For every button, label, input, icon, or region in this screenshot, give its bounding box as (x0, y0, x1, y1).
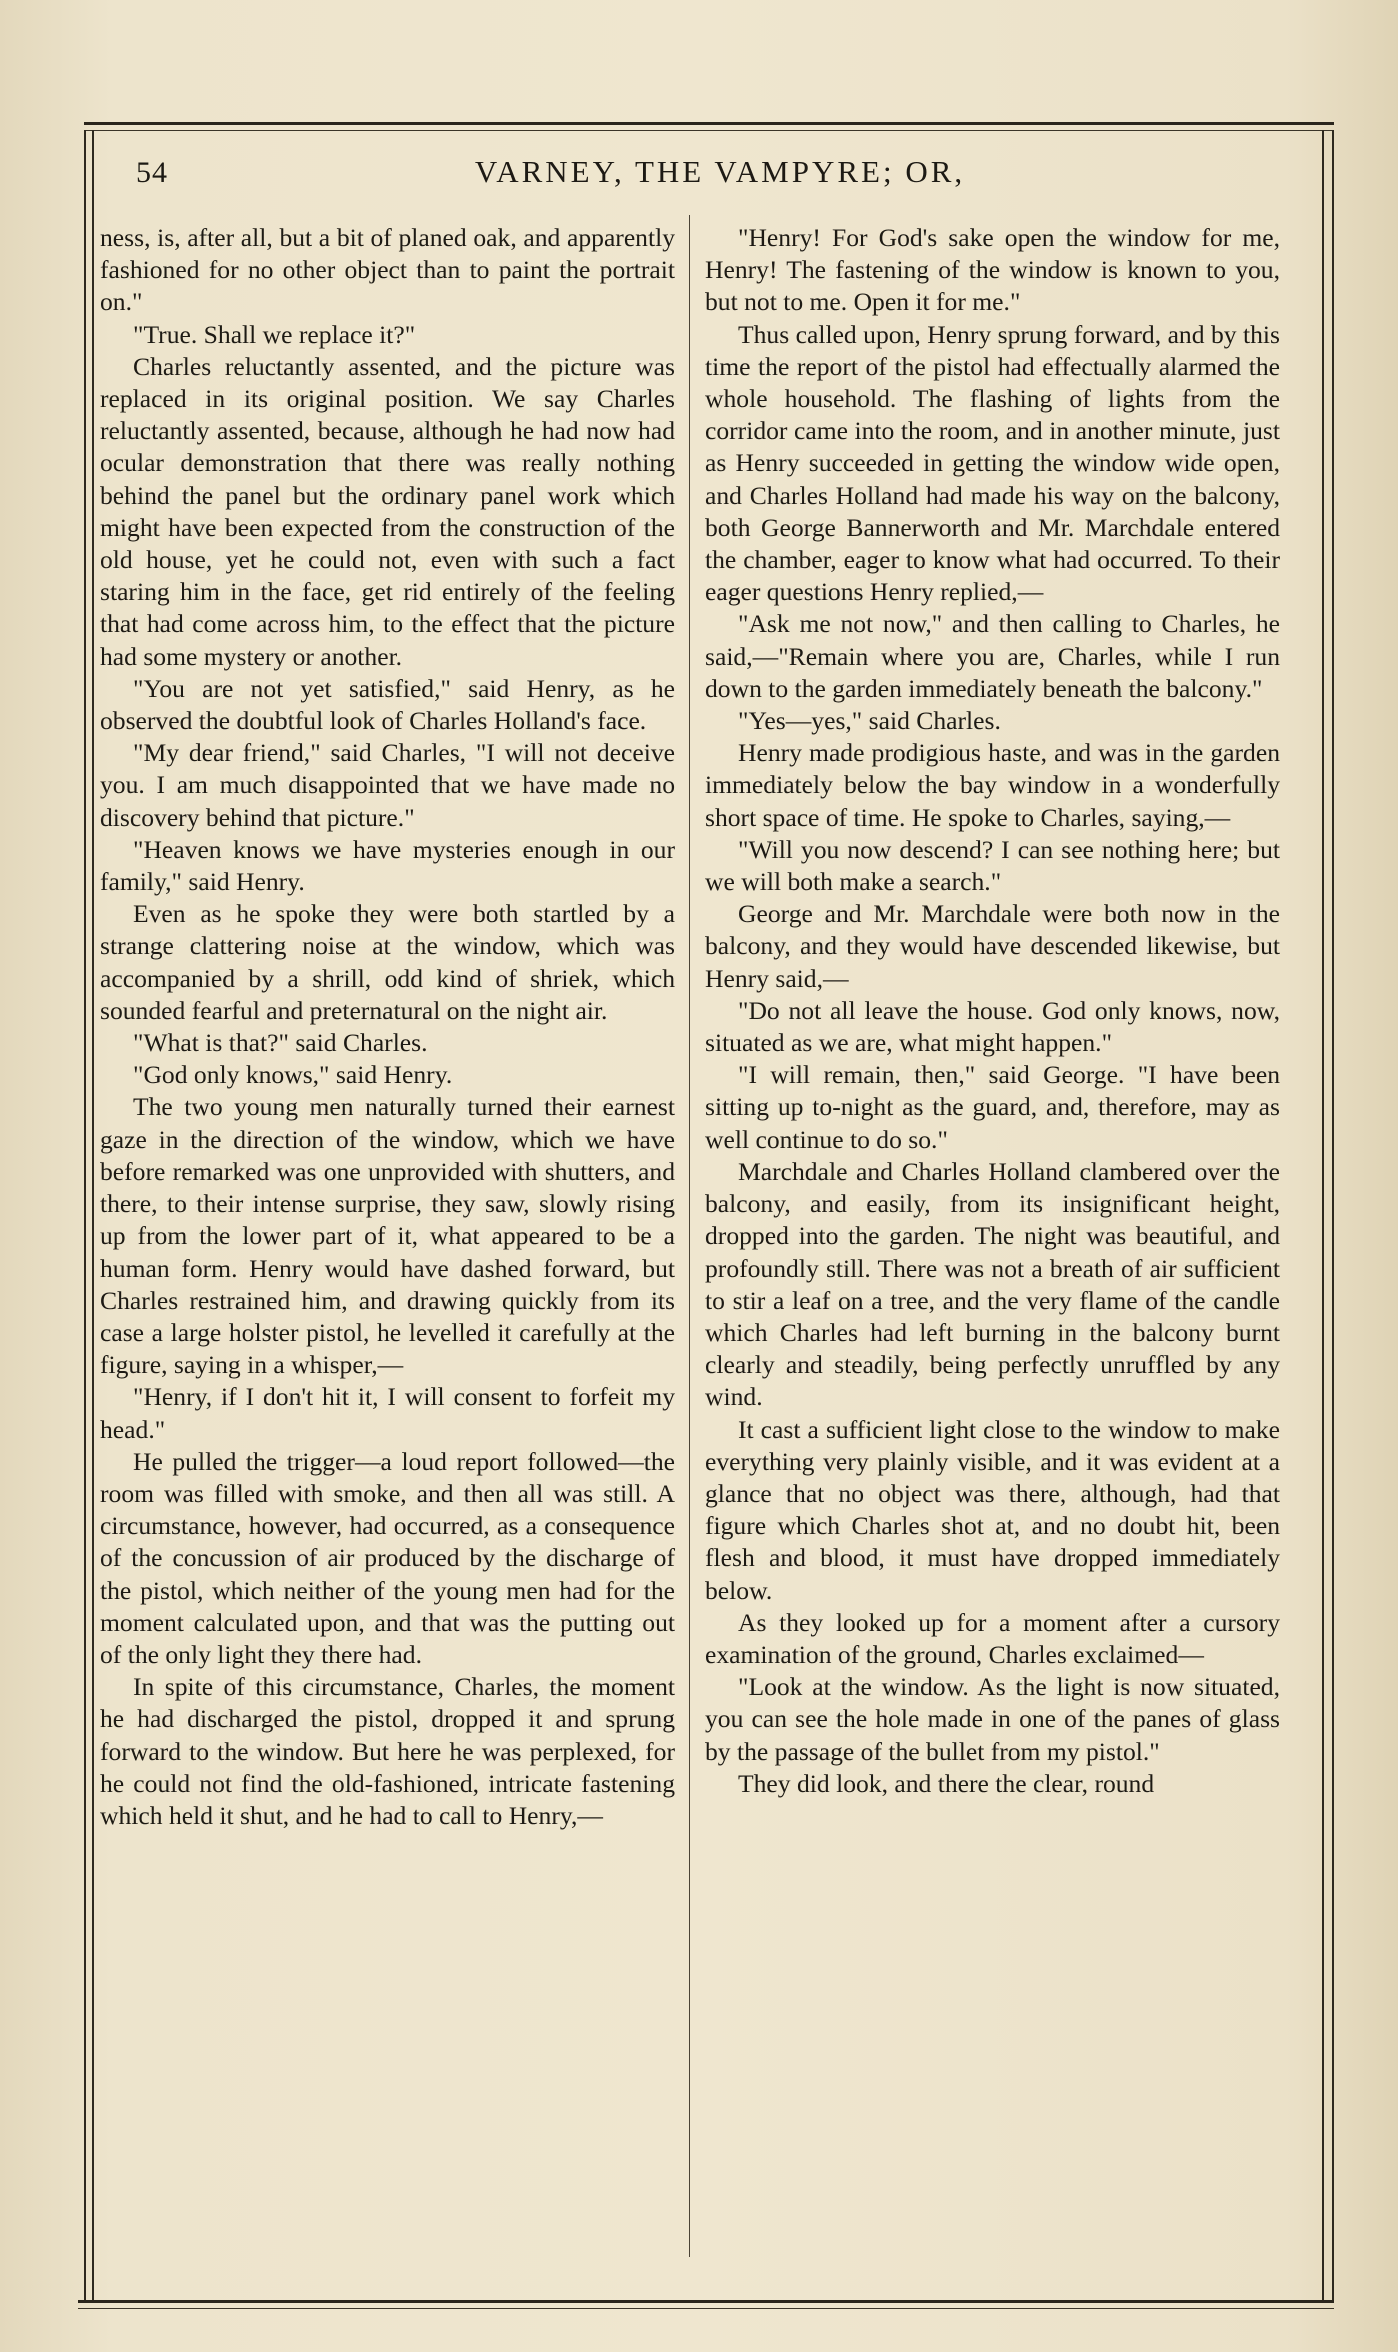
paragraph: The two young men naturally turned their earnest gaze in the direction of the window, which we have before remarked was one unprovided with shutters, and there, to their intense surprise, they saw, slowly rising up from the lower part of it, what appeared to be a human form. Henry would have dashed forward, but Charles restrained him, and drawing quickly from its case a large holster pistol, he levelled it carefully at the figure, saying in a whisper,— (100, 1092, 675, 1380)
paragraph: In spite of this circumstance, Charles, the moment he had discharged the pistol, dropped it and sprung forward to the window. But here he was perplexed, for he could not find the old-fashioned, intricate fastening which held it shut, and he had to call to Henry,— (100, 1672, 675, 1830)
paragraph: "Will you now descend? I can see nothing here; but we will both make a search." (705, 834, 1280, 897)
paragraph: As they looked up for a moment after a cursory examination of the ground, Charles exclaimed— (705, 1607, 1280, 1669)
bottom-rule (78, 2300, 1334, 2303)
left-border-rule (84, 130, 86, 2302)
paragraph: It cast a sufficient light close to the window to make everything very plainly visible, and it was evident at a glance that no object was there, although, had that figure which Charles shot at, and no doubt hit, been flesh and blood, it must have dropped immediately below. (705, 1414, 1280, 1605)
paragraph: "You are not yet satisfied," said Henry, as he observed the doubtful look of Charles Holland's face. (100, 673, 675, 736)
paragraph: Marchdale and Charles Holland clambered over the balcony, and easily, from its insignificant height, dropped into the garden. The night was beautiful, and profoundly still. There was not a breath of air sufficient to stir a leaf on a tree, and the very flame of the candle which Charles had left burning in the balcony burnt clearly and steadily, being perfectly unruffled by any wind. (705, 1156, 1280, 1412)
column-divider (689, 215, 690, 2257)
paragraph: "My dear friend," said Charles, "I will not deceive you. I am much disappointed that we have made no discovery behind that picture." (100, 738, 675, 832)
paragraph: Charles reluctantly assented, and the picture was replaced in its original position. We say Charles reluctantly assented, because, although he had now had ocular demonstration that there was really nothing behind the panel but the ordinary panel work which might have been expected from the construction of the old house, yet he could not, even with such a fact staring him in the face, get rid entirely of the feeling that had come across him, to the effect that the picture had some mystery or another. (100, 351, 675, 671)
top-rule-thin (84, 130, 1334, 131)
bottom-rule-thin (78, 2308, 1334, 2309)
paragraph: "Look at the window. As the light is now situated, you can see the hole made in one of the panes of glass by the passage of the bullet from my pistol." (705, 1672, 1280, 1766)
left-column (100, 222, 675, 1832)
right-border-rule-inner (1322, 130, 1324, 2302)
right-border-rule (1332, 130, 1334, 2302)
paragraph: "What is that?" said Charles. (133, 1028, 428, 1058)
paragraph: "Do not all leave the house. God only knows, now, situated as we are, what might happen." (705, 995, 1280, 1058)
paragraph: "Yes—yes," said Charles. (738, 706, 1001, 736)
paragraph: "Ask me not now," and then calling to Charles, he said,—"Remain where you are, Charles, while I run down to the garden immediately beneath the balcony." (705, 609, 1280, 703)
top-rule (84, 122, 1334, 125)
right-column (705, 222, 1280, 1800)
paragraph: "Heaven knows we have mysteries enough in our family," said Henry. (100, 834, 675, 897)
paragraph: "Henry! For God's sake open the window for me, Henry! The fastening of the window is known to you, but not to me. Open it for me." (705, 223, 1280, 317)
paragraph: They did look, and there the clear, round (738, 1768, 1155, 1798)
paragraph: He pulled the trigger—a loud report followed—the room was filled with smoke, and then all was still. A circumstance, however, had occurred, as a consequence of the concussion of air produced by the discharge of the pistol, which neither of the young men had for the moment calculated upon, and that was the putting out of the only light they there had. (100, 1446, 675, 1669)
running-title: VARNEY, THE VAMPYRE; OR, (474, 154, 966, 189)
paragraph: Even as he spoke they were both startled by a strange clattering noise at the window, which was accompanied by a shrill, odd kind of shriek, which sounded fearful and preternatural on the night air. (100, 899, 675, 1025)
paragraph: Thus called upon, Henry sprung forward, and by this time the report of the pistol had effectually alarmed the whole household. The flashing of lights from the corridor came into the room, and in another minute, just as Henry succeeded in getting the window wide open, and Charles Holland had made his way on the balcony, both George Bannerworth and Mr. Marchdale entered the chamber, eager to know what had occurred. To their eager questions Henry replied,— (705, 319, 1280, 607)
paragraph: "I will remain, then," said George. "I have been sitting up to-night as the guard, and, therefore, may as well continue to do so." (705, 1060, 1280, 1154)
page-number: 54 (136, 156, 168, 189)
page-header (130, 150, 1310, 198)
paragraph: George and Mr. Marchdale were both now in the balcony, and they would have descended likewise, but Henry said,— (705, 899, 1280, 993)
paragraph: Henry made prodigious haste, and was in the garden immediately below the bay window in a wonderfully short space of time. He spoke to Charles, saying,— (705, 738, 1280, 832)
paragraph: ness, is, after all, but a bit of planed oak, and apparently fashioned for no other object than to paint the portrait on." (100, 223, 675, 317)
paragraph: "God only knows," said Henry. (133, 1060, 453, 1090)
paragraph: "True. Shall we replace it?" (133, 319, 416, 349)
paragraph: "Henry, if I don't hit it, I will consent to forfeit my head." (100, 1382, 675, 1444)
left-border-rule-inner (92, 130, 94, 2302)
